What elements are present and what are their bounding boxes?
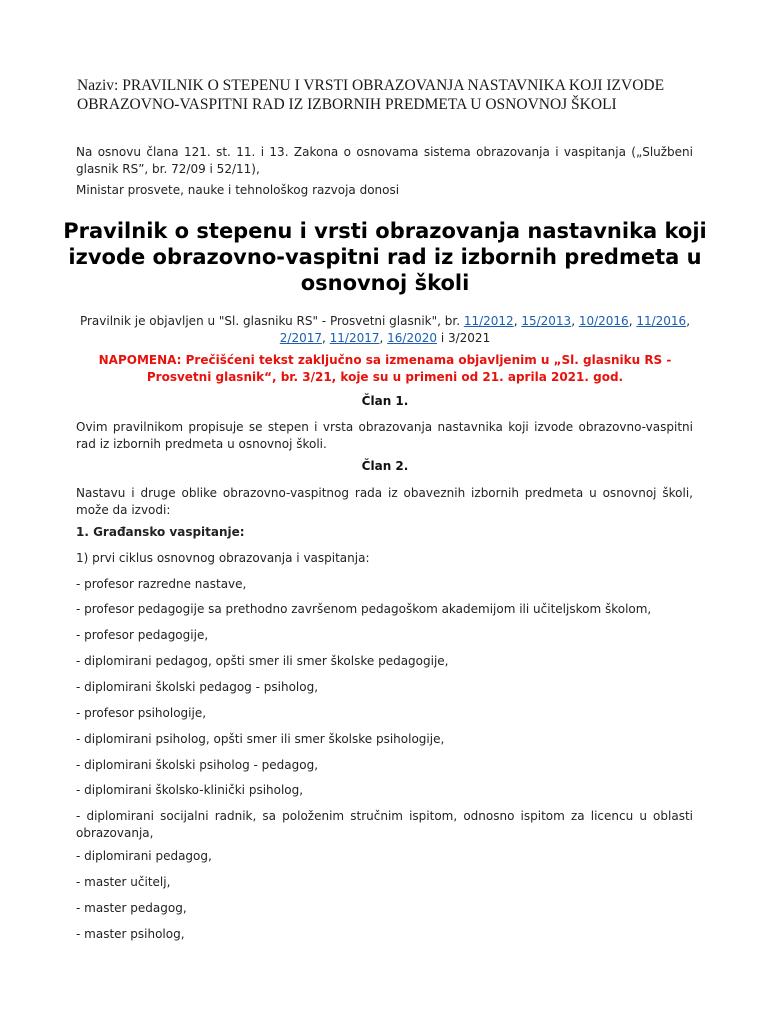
napomena-note: NAPOMENA: Prečišćeni tekst zaključno sa izmenama objavljenim u „Sl. glasniku RS - Prosvetni glasnik“, br. 3/21, koje su u primeni od 21. aprila 2021. god.	[98, 353, 672, 384]
publication-info	[60, 313, 710, 347]
publication-link[interactable]: 16/2020	[387, 331, 438, 345]
publication-link[interactable]: 11/2012	[463, 314, 514, 328]
publication-link[interactable]: 11/2016	[636, 314, 687, 328]
list-item: - master učitelj,	[76, 875, 171, 889]
legal-basis: Na osnovu člana 121. st. 11. i 13. Zakona o osnovama sistema obrazovanja i vaspitanja („Službeni glasnik RS”, br. 72/09 i 52/11),	[76, 145, 693, 176]
naziv-label: Naziv:	[77, 77, 119, 94]
clan-2-heading: Član 2.	[361, 459, 409, 473]
list-item: - diplomirani socijalni radnik, sa položenim stručnim ispitom, odnosno ispitom za licencu u oblasti obrazovanja,	[76, 809, 693, 840]
list-item: - diplomirani pedagog, opšti smer ili smer školske pedagogije,	[76, 654, 449, 668]
page-title: Pravilnik o stepenu i vrsti obrazovanja nastavnika koji izvode obrazovno-vaspitni rad iz izbornih predmeta u osnovnoj školi	[63, 219, 707, 295]
minister-statement: Ministar prosvete, nauke i tehnološkog razvoja donosi	[76, 183, 400, 197]
list-item: - diplomirani školski pedagog - psiholog,	[76, 680, 319, 694]
publication-link[interactable]: 2/2017	[279, 331, 323, 345]
naziv-text: PRAVILNIK O STEPENU I VRSTI OBRAZOVANJA NASTAVNIKA KOJI IZVODE OBRAZOVNO-VASPITNI RAD IZ IZBORNIH PREDMETA U OSNOVNOJ ŠKOLI	[77, 77, 665, 113]
publication-separator: ,	[322, 331, 330, 345]
publication-link[interactable]: 15/2013	[521, 314, 572, 328]
publication-last: 3/2021	[447, 331, 491, 345]
list-item: - diplomirani psiholog, opšti smer ili smer školske psihologije,	[76, 732, 445, 746]
publication-separator: ,	[686, 314, 691, 328]
publication-separator: ,	[571, 314, 579, 328]
publication-link[interactable]: 10/2016	[578, 314, 629, 328]
list-item: - diplomirani školski psiholog - pedagog,	[76, 758, 319, 772]
publication-separator: ,	[628, 314, 637, 328]
list-item: - profesor pedagogije sa prethodno završenom pedagoškom akademijom ili učiteljskom školom,	[76, 602, 652, 616]
clan-2-text: Nastavu i druge oblike obrazovno-vaspitnog rada iz obaveznih izbornih predmeta u osnovnoj školi, može da izvodi:	[76, 486, 693, 517]
list-item: - profesor psihologije,	[76, 706, 207, 720]
list-item: - profesor pedagogije,	[76, 628, 209, 642]
list-item: - master psiholog,	[76, 927, 185, 941]
publication-link[interactable]: 11/2017	[329, 331, 380, 345]
list-item: - master pedagog,	[76, 901, 187, 915]
subject-heading: 1. Građansko vaspitanje:	[76, 525, 245, 539]
clan-1-text: Ovim pravilnikom propisuje se stepen i vrsta obrazovanja nastavnika koji izvode obrazovno-vaspitni rad iz izbornih predmeta u osnovnoj školi.	[76, 420, 693, 451]
list-item: - profesor razredne nastave,	[76, 577, 247, 591]
publication-prefix: Pravilnik je objavljen u "Sl. glasniku RS" - Prosvetni glasnik", br.	[79, 314, 464, 328]
clan-1-heading: Član 1.	[361, 394, 409, 408]
cycle-heading: 1) prvi ciklus osnovnog obrazovanja i vaspitanja:	[76, 551, 370, 565]
document-name	[77, 76, 697, 114]
list-item: - diplomirani školsko-klinički psiholog,	[76, 783, 304, 797]
publication-separator: ,	[379, 331, 388, 345]
list-item: - diplomirani pedagog,	[76, 849, 212, 863]
publication-joiner: i	[437, 331, 448, 345]
publication-separator: ,	[513, 314, 522, 328]
